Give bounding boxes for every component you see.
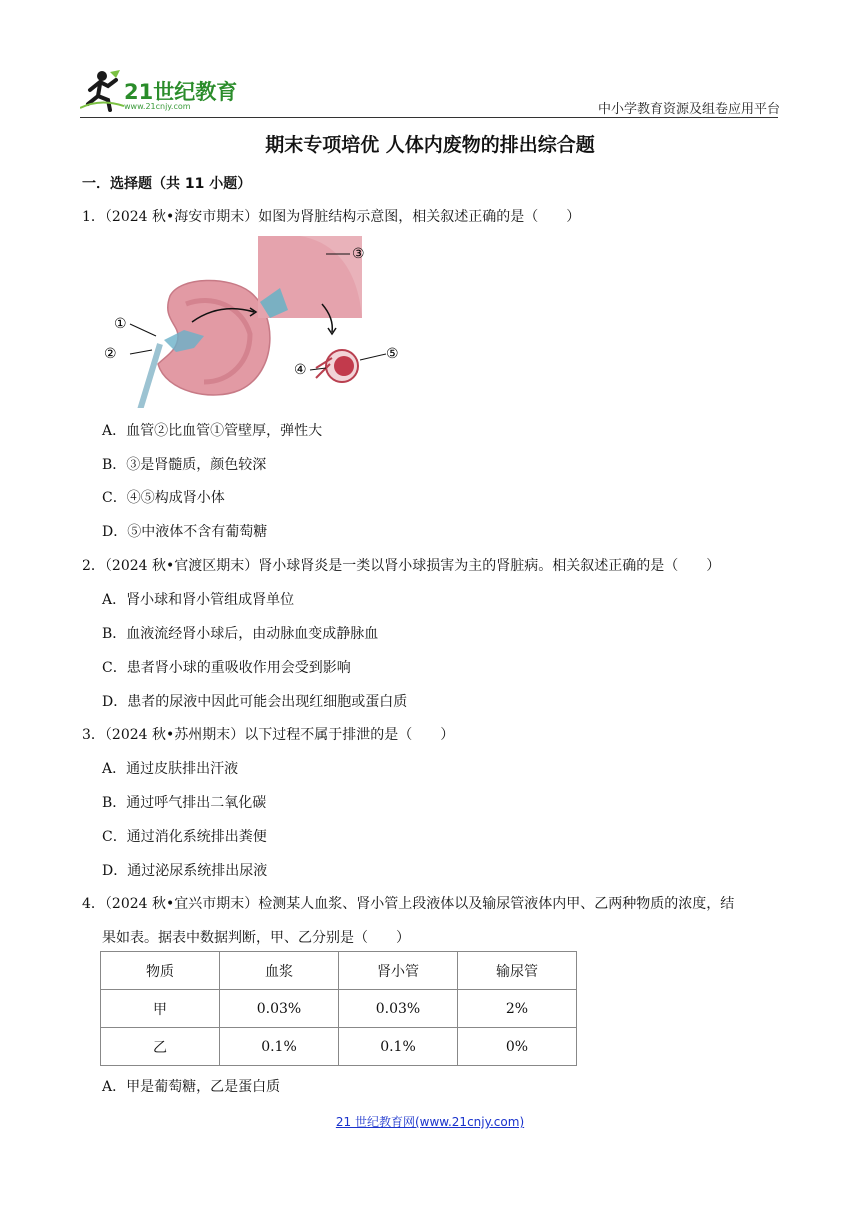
- runner-logo-icon: [80, 68, 124, 112]
- label-3: ③: [352, 246, 365, 262]
- q1-option-b: B．③是肾髓质，颜色较深: [102, 457, 267, 473]
- table-header-cell: 血浆: [220, 952, 339, 990]
- q2-option-d: D．患者的尿液中因此可能会出现红细胞或蛋白质: [102, 694, 408, 710]
- q2-option-c: C．患者肾小球的重吸收作用会受到影响: [102, 660, 351, 676]
- glomerulus: [334, 356, 354, 376]
- table-cell: 2%: [458, 990, 577, 1028]
- table-header-cell: 输尿管: [458, 952, 577, 990]
- q1-option-c: C．④⑤构成肾小体: [102, 490, 225, 506]
- page-header: [80, 62, 780, 118]
- question-2-stem: 2．（2024 秋•官渡区期末）肾小球肾炎是一类以肾小球损害为主的肾脏病。相关叙述正确的是（ ）: [82, 558, 721, 574]
- header-divider: [80, 117, 778, 118]
- question-1-stem: 1．（2024 秋•海安市期末）如图为肾脏结构示意图，相关叙述正确的是（ ）: [82, 209, 581, 225]
- table-cell: 0.1%: [339, 1028, 458, 1066]
- kidney-diagram: [100, 232, 400, 408]
- q1-option-a: A．血管②比血管①管壁厚，弹性大: [102, 423, 323, 439]
- data-table: [100, 951, 577, 1066]
- question-4-stem-line1: 4．（2024 秋•宜兴市期末）检测某人血浆、肾小管上段液体以及输尿管液体内甲、乙两种物质的浓度，结: [82, 896, 735, 912]
- q2-option-a: A．肾小球和肾小管组成肾单位: [102, 592, 295, 608]
- label-5: ⑤: [386, 346, 399, 362]
- question-4-stem-line2: 果如表。据表中数据判断，甲、乙分别是（ ）: [102, 930, 410, 946]
- q3-option-c: C．通过消化系统排出粪便: [102, 829, 267, 845]
- page-title: 期末专项培优 人体内废物的排出综合题: [265, 134, 595, 156]
- footer-link[interactable]: 21 世纪教育网(www.21cnjy.com): [335, 1115, 525, 1129]
- logo-url: www.21cnjy.com: [124, 102, 191, 111]
- q3-option-a: A．通过皮肤排出汗液: [102, 761, 239, 777]
- table-cell: 0%: [458, 1028, 577, 1066]
- label-4: ④: [294, 362, 307, 378]
- q4-option-a: A．甲是葡萄糖，乙是蛋白质: [102, 1079, 281, 1095]
- q1-option-d: D．⑤中液体不含有葡萄糖: [102, 524, 268, 540]
- table-row: [101, 990, 577, 1028]
- table-header-cell: 肾小管: [339, 952, 458, 990]
- table-cell: 0.03%: [339, 990, 458, 1028]
- table-header-cell: 物质: [101, 952, 220, 990]
- logo-text: 21世纪教育: [124, 80, 238, 104]
- table-row: [101, 1028, 577, 1066]
- table-cell: 甲: [101, 990, 220, 1028]
- table-cell: 乙: [101, 1028, 220, 1066]
- table-cell: 0.1%: [220, 1028, 339, 1066]
- q3-option-b: B．通过呼气排出二氧化碳: [102, 795, 267, 811]
- table-cell: 0.03%: [220, 990, 339, 1028]
- platform-name: 中小学教育资源及组卷应用平台: [597, 102, 780, 117]
- label-2: ②: [104, 346, 117, 362]
- q3-option-d: D．通过泌尿系统排出尿液: [102, 863, 268, 879]
- question-3-stem: 3．（2024 秋•苏州期末）以下过程不属于排泄的是（ ）: [82, 727, 455, 743]
- ureter: [140, 344, 160, 408]
- label-1: ①: [114, 316, 127, 332]
- q2-option-b: B．血液流经肾小球后，由动脉血变成静脉血: [102, 626, 379, 642]
- logo: [80, 68, 250, 112]
- section-heading: 一．选择题（共 11 小题）: [82, 176, 252, 192]
- table-header-row: [101, 952, 577, 990]
